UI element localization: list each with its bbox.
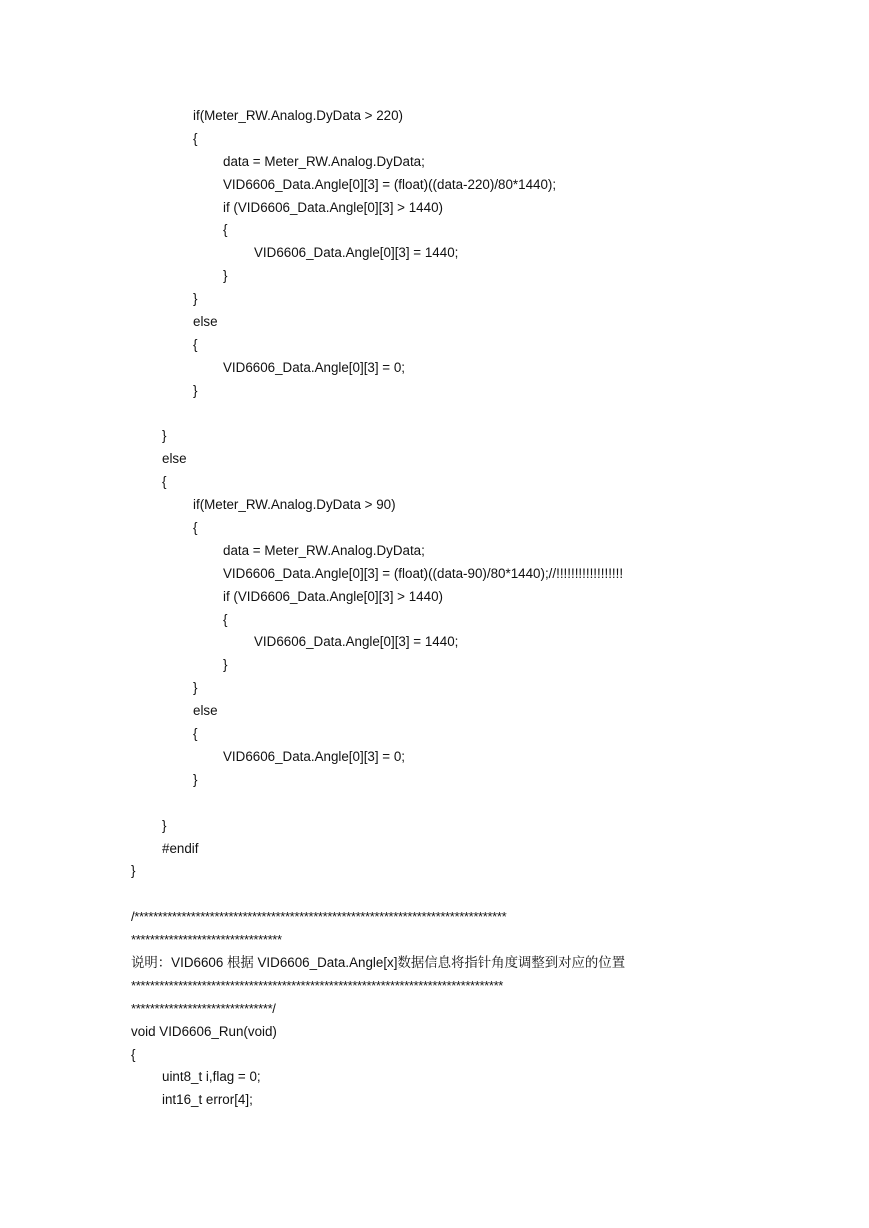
code-line [0,860,869,883]
code-line-text: ******************************/ [131,1000,276,1016]
code-line-text: { [223,611,228,627]
code-line-text: void VID6606_Run(void) [131,1023,277,1039]
code-line [0,654,869,677]
code-line [0,975,869,998]
code-line [0,174,869,197]
code-line-text: if (VID6606_Data.Angle[0][3] > 1440) [223,588,443,604]
code-line-text: VID6606_Data.Angle[0][3] = 0; [223,748,406,764]
code-line [0,631,869,654]
code-line [0,746,869,769]
code-line [0,929,869,952]
code-line-text: VID6606_Data.Angle[0][3] = 1440; [254,245,459,261]
code-line [0,906,869,929]
code-line-text: uint8_t i,flag = 0; [162,1069,261,1085]
code-line-text: { [193,520,198,536]
code-line-text: VID6606_Data.Angle[0][3] = (float)((data-90)/80*1440);//!!!!!!!!!!!!!!!!!! [223,565,624,581]
code-line-text: ******************************** [131,932,282,948]
code-line [0,448,869,471]
code-line [0,265,869,288]
code-line [0,425,869,448]
code-line [0,1089,869,1112]
code-line-text: /******************************************************************************* [131,909,507,925]
code-line-text: if (VID6606_Data.Angle[0][3] > 1440) [223,199,443,215]
code-line-text: 说明：VID6606 根据 VID6606_Data.Angle[x]数据信息将指针角度调整到对应的位置 [131,954,626,970]
code-line [0,563,869,586]
code-line-text: } [193,382,198,398]
code-line-text: } [193,680,198,696]
code-line [0,334,869,357]
code-line-text: VID6606_Data.Angle[0][3] = 0; [223,359,406,375]
code-line [0,723,869,746]
code-line-text: data = Meter_RW.Analog.DyData; [223,153,425,169]
code-line [0,1044,869,1067]
code-line-text: data = Meter_RW.Analog.DyData; [223,542,425,558]
code-block [0,105,869,1112]
code-line [0,471,869,494]
code-line [0,105,869,128]
code-line-text: VID6606_Data.Angle[0][3] = (float)((data-220)/80*1440); [223,176,557,192]
code-line [0,952,869,975]
code-line-text: { [223,222,228,238]
code-line-text: int16_t error[4]; [162,1092,253,1108]
code-line [0,792,869,815]
code-line-text: } [162,817,167,833]
code-line [0,151,869,174]
code-line-text: } [223,657,228,673]
code-line [0,357,869,380]
code-line-text: ******************************************************************************* [131,977,504,993]
code-line-text: else [193,314,218,330]
code-line-text: { [193,130,198,146]
code-line [0,219,869,242]
code-line [0,311,869,334]
code-line [0,700,869,723]
code-line-text: } [131,863,136,879]
code-line [0,128,869,151]
code-line [0,380,869,403]
code-line [0,1021,869,1044]
code-line [0,242,869,265]
code-line [0,609,869,632]
code-line-text: } [162,428,167,444]
code-line-text: { [193,726,198,742]
code-line-text: { [193,336,198,352]
code-line [0,403,869,426]
code-line-text: { [162,474,167,490]
code-line [0,838,869,861]
code-line [0,517,869,540]
code-line [0,197,869,220]
code-line-text: } [193,291,198,307]
code-line [0,494,869,517]
code-line-text: if(Meter_RW.Analog.DyData > 90) [193,497,396,513]
code-line [0,998,869,1021]
code-line [0,540,869,563]
code-line-text: } [223,268,228,284]
code-line [0,288,869,311]
code-line-text: if(Meter_RW.Analog.DyData > 220) [193,108,404,123]
code-line-text: VID6606_Data.Angle[0][3] = 1440; [254,634,459,650]
code-line-text: else [162,451,187,467]
code-line-text: #endif [162,840,199,856]
code-line [0,815,869,838]
code-line [0,769,869,792]
code-line [0,883,869,906]
code-line-text: { [131,1046,136,1062]
code-line [0,586,869,609]
code-line-text: else [193,703,218,719]
code-line [0,1066,869,1089]
code-line [0,677,869,700]
code-line-text: } [193,771,198,787]
